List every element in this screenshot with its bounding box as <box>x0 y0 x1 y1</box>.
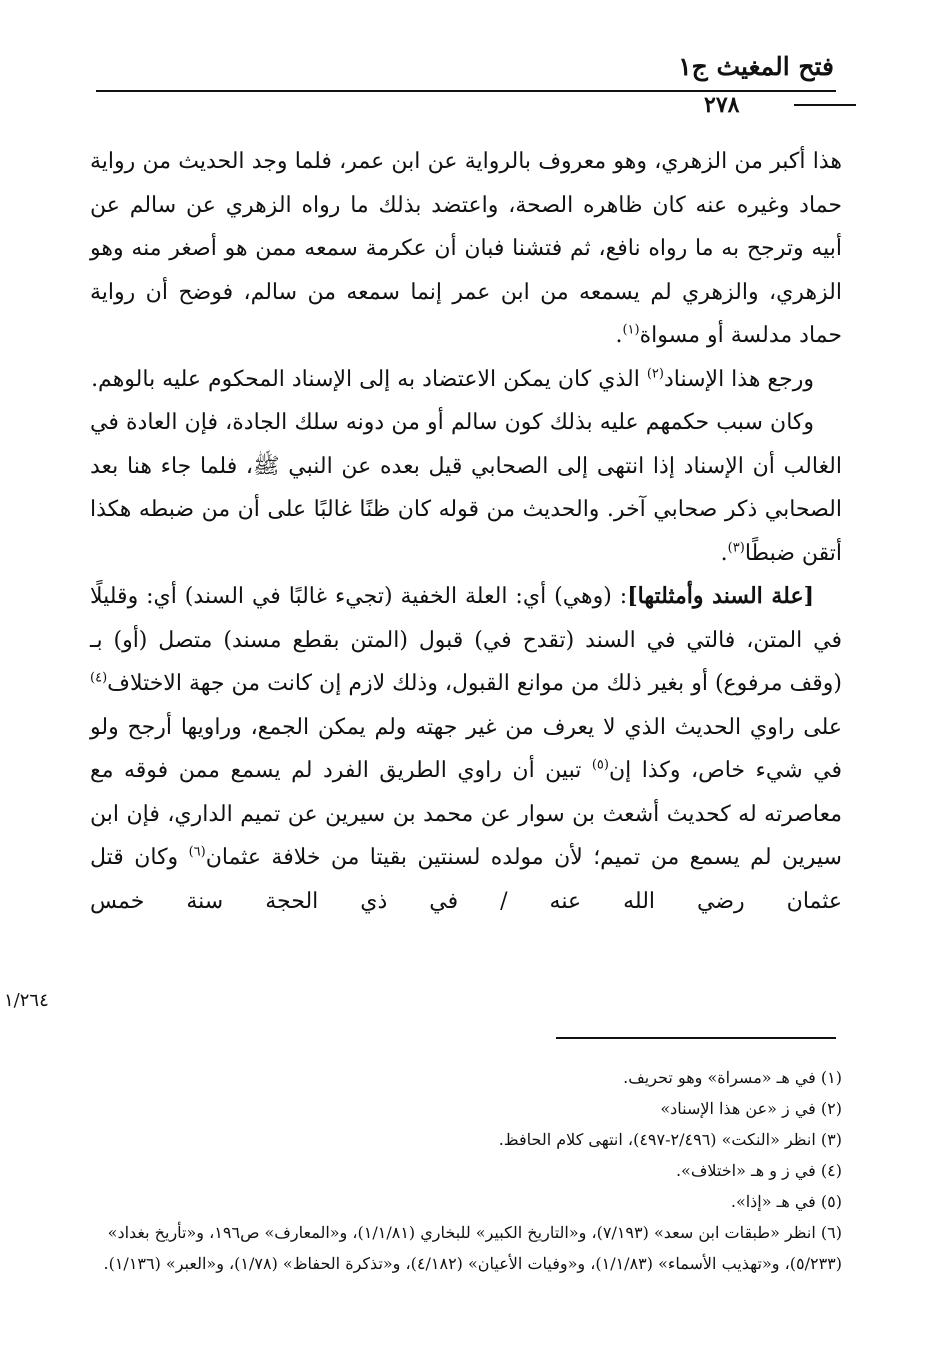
footnote-ref-5[interactable]: (٥) <box>591 757 609 773</box>
footnote-ref-4[interactable]: (٤) <box>90 670 108 686</box>
footnote-6: (٦) انظر «طبقات ابن سعد» (٧/١٩٣)، و«التاريخ الكبير» للبخاري (١/١/٨١)، و«المعارف» ص١٩٦، و«تأريخ بغداد» (٥/٢٣٣)، و«تهذيب الأسماء» (١/١/٨٣)، و«وفيات الأعيان» (٤/١٨٢)، و«تذكرة الحفاظ» (١/٧٨)، و«العبر» (١/١٣٦). <box>103 1223 842 1273</box>
page-number-row <box>92 92 852 122</box>
footnote-3: (٣) انظر «النكت» (٢/٤٩٦-٤٩٧)، انتهى كلام الحافظ. <box>498 1130 842 1149</box>
paragraph-4: [علة السند وأمثلتها]: (وهي) أي: العلة الخفية (تجيء غالبًا في السند) أي: وقليلًا في المتن، فالتي في السند (تقدح في) قبول (المتن بقطع مسند) متصل (أو) بـ (وقف مرفوع) أو بغير ذلك من موانع القبول، وذلك لازم إن كانت من جهة الاختلاف$^{(٤)}$ على راوي الحديث الذي لا يعرف من غير جهته ولم يمكن الجمع، وراويها أرجح ولو في شيء خاص، وكذا إن$^{(٥)}$ تبين أن راوي الطريق الفرد لم يسمع ممن فوقه مع معاصرته له كحديث أشعث بن سوار عن محمد بن سيرين عن تميم الداري، فإن ابن سيرين لم يسمع من تميم؛ لأن مولده لسنتين بقيتا من خلافة عثمان$^{(٦)}$ وكان قتل عثمان رضي الله عنه / في ذي الحجة سنة خمس <box>90 583 842 914</box>
paragraph-3: وكان سبب حكمهم عليه بذلك كون سالم أو من دونه سلك الجادة، فإن العادة في الغالب أن الإسناد إذا انتهى إلى الصحابي قيل بعده عن النبي ﷺ، فلما جاء هنا بعد الصحابي ذكر صحابي آخر. والحديث من قوله كان ظنًا غالبًا على أن من ضبطه هكذا أتقن ضبطًا$^{(٣)}$. <box>90 410 842 566</box>
footnotes <box>90 1062 842 1279</box>
footnote-ref-3[interactable]: (٣) <box>727 540 745 556</box>
page-number: ٢٧٨ <box>704 92 740 118</box>
margin-reference: ١/٢٦٤ <box>4 990 49 1011</box>
paragraph-1: هذا أكبر من الزهري، وهو معروف بالرواية عن ابن عمر، فلما وجد الحديث من رواية حماد وغيره عنه كان ظاهره الصحة، واعتضد بذلك ما رواه الزهري عن سالم عن أبيه وترجح به ما رواه نافع، ثم فتشنا فبان أن عكرمة سمعه ممن هو أصغر منه وهو الزهري، والزهري لم يسمعه من ابن عمر إنما سمعه من سالم، فوضح أن رواية حماد مدلسة أو مسواة$^{(١)}$. <box>90 149 842 348</box>
running-title: فتح المغيث ج١ <box>678 52 834 81</box>
footnote-rule <box>556 1037 836 1039</box>
footnote-ref-1[interactable]: (١) <box>622 322 640 338</box>
page-number-rule <box>794 104 856 106</box>
footnote-5: (٥) في هـ «إذا». <box>730 1192 842 1211</box>
footnote-ref-2[interactable]: (٢) <box>646 366 664 382</box>
main-text <box>90 140 842 923</box>
footnote-1: (١) في هـ «مسراة» وهو تحريف. <box>623 1068 842 1087</box>
section-heading: [علة السند وأمثلتها] <box>627 583 814 609</box>
footnote-ref-6[interactable]: (٦) <box>188 844 206 860</box>
footnote-4: (٤) في ز و هـ «اختلاف». <box>675 1161 842 1180</box>
footnote-2: (٢) في ز «عن هذا الإسناد» <box>660 1099 842 1118</box>
paragraph-2: ورجع هذا الإسناد$^{(٢)}$ الذي كان يمكن الاعتضاد به إلى الإسناد المحكوم عليه بالوهم. <box>91 366 814 392</box>
